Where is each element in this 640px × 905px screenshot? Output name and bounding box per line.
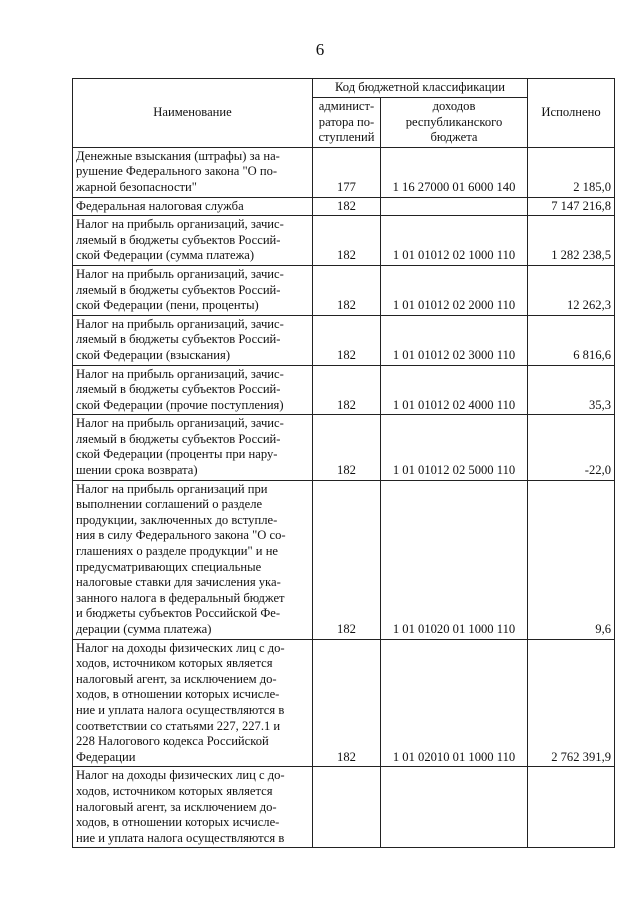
row-executed-cell: -22,0	[528, 415, 615, 480]
row-admin-code-cell: 177	[313, 147, 381, 197]
table-row	[73, 480, 615, 639]
row-admin-code-cell	[313, 767, 381, 848]
table-body	[73, 147, 615, 848]
row-income-code-cell: 1 01 01012 02 5000 110	[381, 415, 528, 480]
row-income-code-cell: 1 01 01012 02 3000 110	[381, 315, 528, 365]
column-header-executed: Исполнено	[528, 79, 615, 148]
row-name-cell: Налог на прибыль организаций, зачис- ляемый в бюджеты субъектов Россий- ской Федерации (проценты при нару- шении срока возврата)	[73, 415, 313, 480]
table-row	[73, 147, 615, 197]
column-group-budget-code: Код бюджетной классификации	[313, 79, 528, 98]
row-admin-code-cell: 182	[313, 197, 381, 216]
row-income-code-cell: 1 01 01020 01 1000 110	[381, 480, 528, 639]
row-executed-cell: 7 147 216,8	[528, 197, 615, 216]
row-name-cell: Денежные взыскания (штрафы) за на- рушение Федерального закона "О по- жарной безопасности"	[73, 147, 313, 197]
table-row	[73, 216, 615, 266]
row-admin-code-cell: 182	[313, 315, 381, 365]
table-row	[73, 415, 615, 480]
row-name-cell: Федеральная налоговая служба	[73, 197, 313, 216]
row-income-code-cell: 1 01 01012 02 4000 110	[381, 365, 528, 415]
row-executed-cell: 2 185,0	[528, 147, 615, 197]
table-row	[73, 315, 615, 365]
row-name-cell: Налог на доходы физических лиц с до- ходов, источником которых является налоговый агент, за исключением до- ходов, в отношении которых исчисле- ние и уплата налога осуществляются в соответствии со статьями 227, 227.1 и 228 Налогового кодекса Российской Федерации	[73, 639, 313, 767]
row-executed-cell: 1 282 238,5	[528, 216, 615, 266]
table-header	[73, 79, 615, 148]
row-income-code-cell: 1 01 01012 02 2000 110	[381, 265, 528, 315]
row-name-cell: Налог на доходы физических лиц с до- ходов, источником которых является налоговый агент, за исключением до- ходов, в отношении которых исчисле- ние и уплата налога осуществляются в	[73, 767, 313, 848]
row-admin-code-cell: 182	[313, 216, 381, 266]
table-row	[73, 197, 615, 216]
row-admin-code-cell: 182	[313, 415, 381, 480]
row-name-cell: Налог на прибыль организаций при выполнении соглашений о разделе продукции, заключенных до вступле- ния в силу Федерального закона "О со- глашениях о разделе продукции" и не предусматривающих специальные налоговые ставки для зачисления ука- занного налога в федеральный бюджет и бюджеты субъектов Российской Фе- дерации (сумма платежа)	[73, 480, 313, 639]
budget-revenue-table	[72, 78, 615, 848]
column-header-name: Наименование	[73, 79, 313, 148]
row-executed-cell: 35,3	[528, 365, 615, 415]
row-admin-code-cell: 182	[313, 365, 381, 415]
row-income-code-cell: 1 01 01012 02 1000 110	[381, 216, 528, 266]
row-executed-cell	[528, 767, 615, 848]
row-income-code-cell	[381, 197, 528, 216]
row-executed-cell: 6 816,6	[528, 315, 615, 365]
row-name-cell: Налог на прибыль организаций, зачис- ляемый в бюджеты субъектов Россий- ской Федерации (взыскания)	[73, 315, 313, 365]
row-name-cell: Налог на прибыль организаций, зачис- ляемый в бюджеты субъектов Россий- ской Федерации (пени, проценты)	[73, 265, 313, 315]
table-row	[73, 767, 615, 848]
page-number: 6	[315, 40, 325, 59]
row-executed-cell: 9,6	[528, 480, 615, 639]
row-income-code-cell: 1 01 02010 01 1000 110	[381, 639, 528, 767]
row-admin-code-cell: 182	[313, 265, 381, 315]
table-row	[73, 265, 615, 315]
row-executed-cell: 2 762 391,9	[528, 639, 615, 767]
row-income-code-cell	[381, 767, 528, 848]
row-admin-code-cell: 182	[313, 639, 381, 767]
row-name-cell: Налог на прибыль организаций, зачис- ляемый в бюджеты субъектов Россий- ской Федерации (сумма платежа)	[73, 216, 313, 266]
column-header-admin: админист- ратора по- ступлений	[313, 98, 381, 148]
row-admin-code-cell: 182	[313, 480, 381, 639]
row-executed-cell: 12 262,3	[528, 265, 615, 315]
column-header-income: доходов республиканского бюджета	[381, 98, 528, 148]
row-income-code-cell: 1 16 27000 01 6000 140	[381, 147, 528, 197]
table-row	[73, 639, 615, 767]
row-name-cell: Налог на прибыль организаций, зачис- ляемый в бюджеты субъектов Россий- ской Федерации (прочие поступления)	[73, 365, 313, 415]
table-row	[73, 365, 615, 415]
